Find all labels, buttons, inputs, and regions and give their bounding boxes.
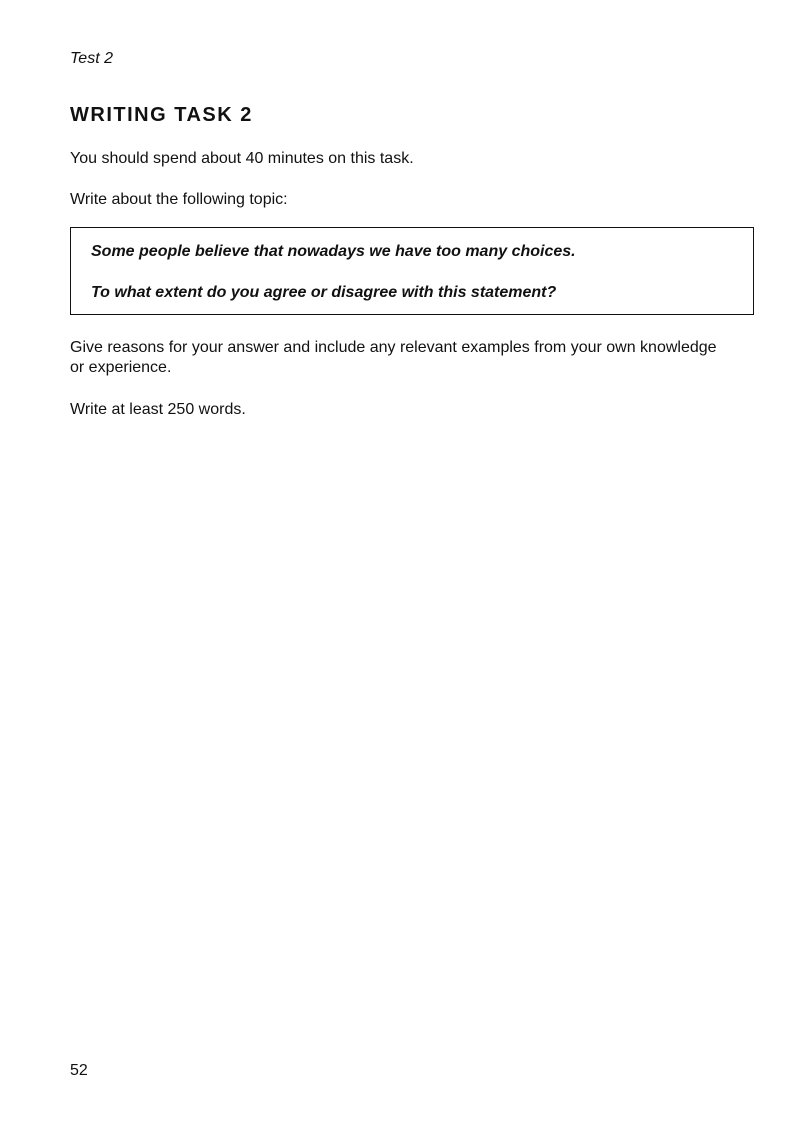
reasons-instruction: Give reasons for your answer and include any relevant examples from your own knowledge or experience.: [70, 339, 717, 376]
topic-statement: Some people believe that nowadays we have too many choices.: [91, 243, 576, 260]
time-instruction: You should spend about 40 minutes on this task.: [70, 150, 414, 167]
task-heading: WRITING TASK 2: [70, 104, 253, 126]
topic-instruction: Write about the following topic:: [70, 191, 288, 208]
page-number: 52: [70, 1062, 88, 1079]
page-header-test-label: Test 2: [70, 50, 113, 67]
topic-question: To what extent do you agree or disagree with this statement?: [91, 284, 557, 301]
length-instruction: Write at least 250 words.: [70, 401, 246, 418]
topic-box: [70, 227, 754, 315]
